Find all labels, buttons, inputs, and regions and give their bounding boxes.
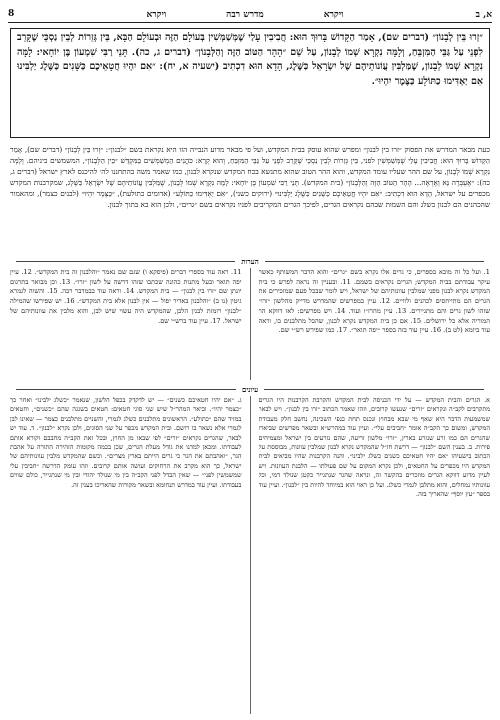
page-number: 8 [8, 9, 15, 19]
header-left-title: ויקרא [146, 9, 167, 20]
header-titles [146, 9, 343, 20]
iyunim-columns [10, 396, 490, 714]
notes-right-column: 1. ועל כל זה מובא בספרים, כי גרים אלו נקרא בשם ״גרים״ והוא הדבר המשותף כאשר עיקר עבודתם בבית המקדש; הגרים נקראים בשמם. 11. ובעניין זה נראה לפרש כי בית המקדש נקרא לבנון מפני שמלבין עוונותיהם של ישראל, ויש לומר שבכל פעם שמזכירים את הגרים הם מתייחסים לכהנים ולוויים. 12. עיין במפרשים שהמדרש מדייק מהלשון ״זרו״ שזהו לשון גרים והם מתגיירים. 13. עיין מהרז״ו ועוד. 14. ויש מפרשים: לאו דווקא הר המוריה אלא כל ירושלים. 15. אם כן בית המקדש נקרא לבנון, שהכל מתלבנים בו, וראה עוד ביומא (לט ב). 16. עיין עוד בזה בספר ״יפה תואר״. 17. כמו שפירש רש״י שם. [258, 268, 490, 335]
commentary-text: כעת מבאר המדרש את הפסוק ״זרו בין לבנון״ ומפרש שהוא עוסק בבית המקדש, ועל פי מבאר מדוע הנבייה הזו היא נקראת בשם ״לבנון״: ״זְרוּ בֵּין לְבָנוֹן״ (דברים שם), אָמַר הַקָּדוֹשׁ בָּרוּךְ הוּא: חֲבִיבִין עָלַי שֶׁמְּשַׁמְּשִׁין לפני, בֵּין גְּזֵרוֹת לְבֵין נַסְכֵּי שֶׁקָּרֵב לִפְנֵי עַל גַּבֵּי הַמִּזְבֵּחַ, וְהוּא קְרָא: כֹּהֲנִים הַמְשַׁמְּשִׁים בַּמִּקְדָּשׁ ״בֵּין הַלְּבָנוֹן״, המשמשים ביניהם. וְלָמָּה נִקְרָא שְׁמוֹ לְבָנוֹן, על שם ההר שעליו עומד המקדש, והוא ההר הטוב שהוא מתנשא בכח המקדש שנקרא לבנון, כמו שאמר משה בהתחננו לה׳ להיכנס לארץ ישראל (דברים ג, כה): ״אֶעְבְּרָה נָּא וְאֶרְאֶה... הָהָר הַטּוֹב הַזֶּה וְהַלְּבָנוֹן״ (בית המקדש). תָּנֵי רַבִּי שִׁמְעוֹן בֶּן יוֹחָאי: לָמָּה נִקְרָא שְׁמוֹ לְבָנוֹן, שֶׁמַּלְבִּין עֲוֹנוֹתֵיהֶם שֶׁל יִשְׂרָאֵל כַּשֶּׁלֶג, שמקרבנות המקדש מכפרים על ישראל, הָדָא הוּא דִכְתִיב: ״אִם יִהְיוּ חֲטָאֵיכֶם כַּשָּׁנִים כַּשֶּׁלֶג יַלְבִּינוּ״ (ירוקים כשני), ״אִם יַאְדִּימוּ כַתּוֹלָע״ (אדומים כתולעת), ״כַּצֶּמֶר יִהְיוּ״ (לבנים כצמר), ומהאמור שהכהנים הם לבנון כשלג והם השמות שבהם נקראים הגרים, לפיכך הגרים המקריבים לפניו נקראים בשם ״גרים״, ולכן הוא בא בתוך לבנון. [10, 145, 490, 210]
main-midrash-text: ״זְרוּ בֵּין לְבָנוֹן״ (דברים שם), אָמַר הַקָּדוֹשׁ בָּרוּךְ הוּא: חֲבִיבִין עָלַי שֶׁמְּשַׁמְּשִׁין בְּעוֹלָם הַזֶּה וּבְעוֹלָם הַבָּא, בֵּין גְּזֵרוֹת לְבֵין נַסְכֵּי שֶׁקָּרֵב לִפְנֵי עַל גַּבֵּי הַמִּזְבֵּחַ, וְלָמָּה נִקְרָא שְׁמוֹ לְבָנוֹן, עַל שֵׁם ״הָהָר הַטּוֹב הַזֶּה וְהַלְּבָנוֹן״ (דברים ג, כה). תָּנֵי רַבִּי שִׁמְעוֹן בֶּן יוֹחָאי: לָמָּה נִקְרָא שְׁמוֹ לְבָנוֹן, שֶׁמַּלְבִּין עֲוֹנוֹתֵיהֶם שֶׁל יִשְׂרָאֵל כַּשֶּׁלֶג, הָדָא הוּא דִכְתִיב (ישעיה א, יח): ״אִם יִהְיוּ חֲטָאֵיכֶם כַּשָּׁנִים כַּשֶּׁלֶג יַלְבִּינוּ אִם יַאְדִּימוּ כַתּוֹלָע כַּצֶּמֶר יִהְיוּ״. [10, 28, 490, 138]
iyunim-right-column: א. הגרים והבית המקדש — על ידי הכניסה לבית המקדש והקרבת הקרבנות היו הגרים מתקרבים לקב״ה ונקראים ״זרים״ שנעשו קרובים, וזהו שאמר הכתוב ״זרו בין לבנון״. ויש לבאר שמשמעות הדבר היא שאף מי שבא מבחוץ ונכנס תחת כנפי השכינה, נחשב חלק מעבודת המקדש, ומשום כך הקב״ה אומר ״חביבים עלי״. ועיין עוד במהרש״א ובשאר מפרשים שביארו שהגרים הם כמו זרע שנזרע בארץ, ״זרו״ מלשון זריעה, שהם נזרעים בין ישראל ומצמיחים פירות. ב. בענין השם ״לבנון״ — דרשת חז״ל שהמקדש נקרא לבנון שמלבין עוונות, מבוססת על הכתוב בישעיהו ״אם יהיו חטאיכם כשנים כשלג ילבינו״. והנה הקרבנות שהיו מביאים לבית המקדש היו מכפרים על החטאים, ולכן נקרא המקום על שם פעולתו — הלבנת העוונות. ויש לעיין מדוע דווקא הגרים מוזכרים בהקשר זה, ונראה שהגר שנתגייר כקטן שנולד דמי, וכל עוונותיו נמחלים, והוא מתלבן לגמרי כשלג. ועל כן ראוי הוא במיוחד להיות בין ״לבנון״. ועיין עוד בספר ״עץ יוסף״ שהאריך בזה. [258, 396, 490, 499]
header-right-title: ויקרא [323, 9, 344, 20]
header-perek: א, ב [475, 9, 492, 20]
column-divider [250, 396, 251, 714]
notes-columns [10, 268, 490, 380]
iyunim-section-heading: עיונים [10, 384, 490, 394]
notes-section-heading: הערות [10, 256, 490, 266]
column-divider [250, 268, 251, 380]
iyunim-left-column: ג. ״אם יהיו חטאיכם כשנים״ — יש לדקדק בכפל הלשון, שנאמר ״כשלג ילבינו״ ואחר כך ״כצמר יהיו״. וביאר המהר״ל שיש שני סוגי חטאים: חטאים בשגגה שהם ״כשנים״, וחטאים במזיד שהם ״כתולע״. הראשונים מתלבנים כשלג לגמרי, והשניים מתלבנים כצמר — שאינו לבן לגמרי אלא נשאר בו רושם. ובית המקדש מכפר על שני הסוגים, ולכן נקרא ״לבנון״. ד. עוד יש לבאר, שהגרים נקראים ״זרים״ לפי שבאו מן החוץ, ובכל זאת הקב״ה מחבבם וקורא אותם לעבודתו. ומכאן למדנו את גודל מעלת הגרים, שכן בכמה מקומות הזהירה התורה על אהבת הגר, ״ואהבתם את הגר כי גרים הייתם בארץ מצרים״. וכשם שהמקדש מלבין עוונותיהם של ישראל, כך הוא מקרב את הרחוקים ועושה אותם קרובים. וזהו עומק הדרשה ״חביבין עלי שמשמשין לפני״ — שאין הבדל לפני הקב״ה בין מי שנולד יהודי ובין מי שנתגייר, כולם שווים בעבודתו. ועיין עוד במדרש תנחומא ובשאר מקורות שהאריכו בענין זה. [10, 396, 242, 489]
header-center-title: מדרש רבה [226, 9, 264, 20]
notes-left-column: 11. ראה עוד בספרי דברים (פיסקא ו) שגם שם נאמר ״והלבנון זה בית המקדש״. 12. עיין יפה תואר ובעל מתנות כהונה שכתבו שזהו דרשה על לשון ״זרו״. 13. וכן מבואר בתרגום יונתן שם ״זרו בין לבנון״ — בית המקדש. 14. וראה עוד בבמדבר רבה. 15. והשוה לגמרא גיטין (נו ב) ״והלבנון באדיר יפול — אין לבנון אלא בית המקדש״. 16. יש שפירשו שהמילה ״לבנון״ רומזת לבנין הלבן, שהמקדש היה עשוי שיש לבן, והוא מלבין את עוונותיהם של ישראל. 17. עיין עוד ברש״י שם. [10, 268, 242, 325]
running-header [8, 6, 492, 23]
